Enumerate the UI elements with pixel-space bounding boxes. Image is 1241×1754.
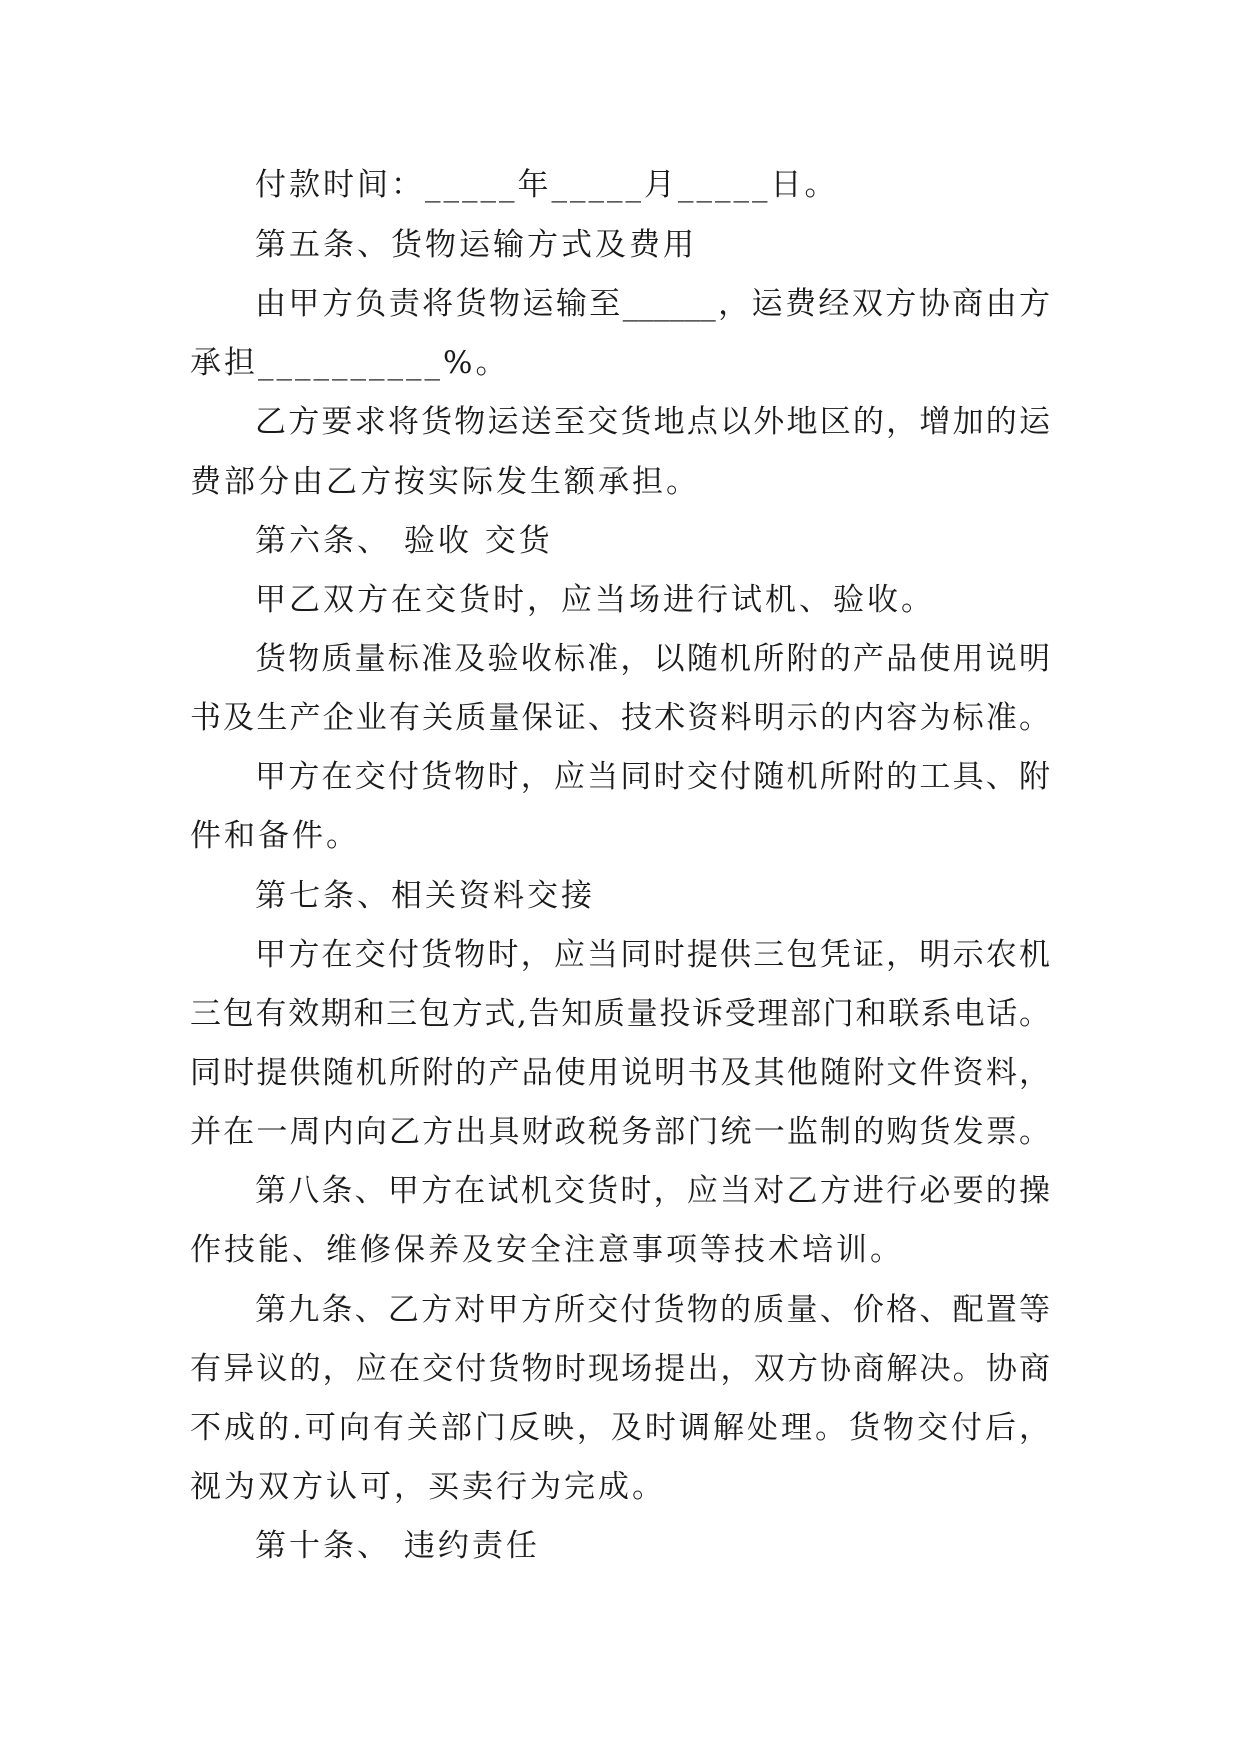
article-5-text-line-4: 费部分由乙方按实际发生额承担。 <box>190 464 700 500</box>
article-9-text-line-3: 不成的.可向有关部门反映，及时调解处理。货物交付后， <box>190 1410 1050 1446</box>
article-5-heading: 第五条、货物运输方式及费用 <box>255 227 697 263</box>
article-7-text-line-3: 同时提供随机所附的产品使用说明书及其他随附文件资料， <box>190 1055 1050 1091</box>
article-9-text-line-2: 有异议的，应在交付货物时现场提出，双方协商解决。协商 <box>190 1351 1050 1387</box>
article-10-heading: 第十条、 违约责任 <box>255 1528 540 1564</box>
article-9-text-line-4: 视为双方认可，买卖行为完成。 <box>190 1469 666 1505</box>
article-7-heading: 第七条、相关资料交接 <box>255 878 595 914</box>
article-7-text-line-4: 并在一周内向乙方出具财政税务部门统一监制的购货发票。 <box>190 1114 1050 1150</box>
article-7-text-line-1: 甲方在交付货物时，应当同时提供三包凭证，明示农机 <box>255 937 1050 973</box>
article-5-text-line-2: 承担__________%。 <box>190 345 510 381</box>
payment-time-line: 付款时间：_____年_____月_____日。 <box>255 167 839 203</box>
article-6-heading: 第六条、 验收 交货 <box>255 523 553 559</box>
article-6-text-line-5: 件和备件。 <box>190 818 360 854</box>
article-6-text-line-4: 甲方在交付货物时，应当同时交付随机所附的工具、附 <box>255 759 1050 795</box>
article-7-text-line-2: 三包有效期和三包方式,告知质量投诉受理部门和联系电话。 <box>190 996 1050 1032</box>
article-8-text-line-1: 第八条、甲方在试机交货时，应当对乙方进行必要的操 <box>255 1173 1050 1209</box>
article-5-text-line-1: 由甲方负责将货物运输至______，运费经双方协商由方 <box>255 286 1050 322</box>
article-6-text-line-3: 书及生产企业有关质量保证、技术资料明示的内容为标准。 <box>190 700 1050 736</box>
article-8-text-line-2: 作技能、维修保养及安全注意事项等技术培训。 <box>190 1232 904 1268</box>
article-5-text-line-3: 乙方要求将货物运送至交货地点以外地区的，增加的运 <box>255 404 1050 440</box>
article-6-text-line-1: 甲乙双方在交货时，应当场进行试机、验收。 <box>255 582 935 618</box>
article-6-text-line-2: 货物质量标准及验收标准，以随机所附的产品使用说明 <box>255 641 1050 677</box>
article-9-text-line-1: 第九条、乙方对甲方所交付货物的质量、价格、配置等 <box>255 1292 1050 1328</box>
